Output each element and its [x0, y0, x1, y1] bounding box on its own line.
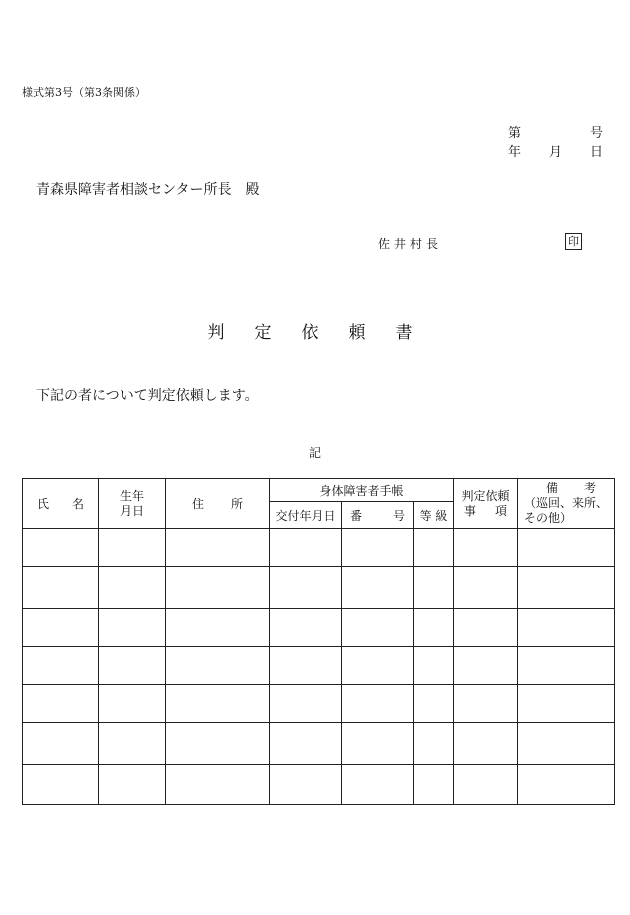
- date-month: 月: [548, 145, 562, 160]
- table-cell: [166, 647, 270, 685]
- table-row: [23, 609, 615, 647]
- table-row: [23, 765, 615, 805]
- table-row: [23, 567, 615, 609]
- table-cell: [414, 529, 454, 567]
- date-day: 日: [589, 145, 603, 160]
- table-cell: [270, 647, 342, 685]
- table-cell: [166, 529, 270, 567]
- table-cell: [270, 723, 342, 765]
- table-cell: [454, 529, 518, 567]
- table-cell: [99, 567, 166, 609]
- table-cell: [342, 765, 414, 805]
- table-cell: [518, 567, 615, 609]
- table-cell: [342, 609, 414, 647]
- table-cell: [518, 685, 615, 723]
- header-remarks: 備 考 （巡回、来所、 その他）: [518, 479, 615, 529]
- table-cell: [99, 685, 166, 723]
- table-row: [23, 647, 615, 685]
- table-cell: [414, 685, 454, 723]
- number-suffix: 号: [589, 126, 603, 141]
- table-cell: [99, 765, 166, 805]
- table-row: [23, 529, 615, 567]
- header-grade: 等 級: [414, 502, 454, 529]
- table-cell: [23, 765, 99, 805]
- table-cell: [342, 723, 414, 765]
- table-cell: [166, 723, 270, 765]
- request-table: [22, 478, 615, 805]
- table-row: [23, 685, 615, 723]
- table-cell: [23, 567, 99, 609]
- table-cell: [414, 609, 454, 647]
- table-cell: [454, 567, 518, 609]
- date-year: 年: [508, 145, 522, 160]
- table-cell: [342, 529, 414, 567]
- table-cell: [518, 609, 615, 647]
- ki-marker: 記: [308, 446, 321, 460]
- table-cell: [518, 529, 615, 567]
- document-title: 判定依頼書: [207, 323, 443, 343]
- table-cell: [99, 723, 166, 765]
- table-row: [23, 723, 615, 765]
- table-cell: [414, 647, 454, 685]
- table-cell: [454, 685, 518, 723]
- table-cell: [270, 529, 342, 567]
- intro-text: 下記の者について判定依頼します。: [36, 388, 259, 404]
- table-cell: [414, 765, 454, 805]
- table-cell: [342, 685, 414, 723]
- table-cell: [454, 609, 518, 647]
- addressee: 青森県障害者相談センター所長 殿: [36, 182, 260, 198]
- document-number-line: [508, 122, 603, 141]
- table-cell: [454, 647, 518, 685]
- table-cell: [166, 685, 270, 723]
- date-line: [508, 141, 603, 160]
- table-cell: [99, 609, 166, 647]
- table-cell: [99, 647, 166, 685]
- table-cell: [270, 685, 342, 723]
- header-address: 住 所: [166, 479, 270, 529]
- table-cell: [518, 723, 615, 765]
- table-cell: [23, 685, 99, 723]
- form-code: 様式第3号（第3条関係）: [22, 86, 146, 99]
- header-judgment-items: 判定依頼 事 項: [454, 479, 518, 529]
- header-birthdate: 生年 月日: [99, 479, 166, 529]
- table-cell: [454, 765, 518, 805]
- header-handbook-number: 番 号: [342, 502, 414, 529]
- table-cell: [99, 529, 166, 567]
- table-cell: [454, 723, 518, 765]
- table-body: [23, 479, 615, 805]
- header-row-1: [23, 479, 615, 502]
- table-cell: [518, 765, 615, 805]
- table-cell: [270, 567, 342, 609]
- table-cell: [23, 609, 99, 647]
- table-cell: [23, 647, 99, 685]
- header-issue-date: 交付年月日: [270, 502, 342, 529]
- header-handbook: 身体障害者手帳: [270, 479, 454, 502]
- sender-name: 佐井村長: [378, 237, 443, 251]
- seal-mark: 印: [565, 233, 582, 250]
- table-cell: [342, 567, 414, 609]
- table-cell: [23, 723, 99, 765]
- table-cell: [414, 567, 454, 609]
- table-cell: [270, 765, 342, 805]
- table-cell: [270, 609, 342, 647]
- table-cell: [414, 723, 454, 765]
- table-cell: [23, 529, 99, 567]
- table-cell: [166, 609, 270, 647]
- table-cell: [342, 647, 414, 685]
- table-cell: [518, 647, 615, 685]
- header-name: 氏 名: [23, 479, 99, 529]
- table-cell: [166, 765, 270, 805]
- table-cell: [166, 567, 270, 609]
- number-prefix: 第: [508, 126, 522, 141]
